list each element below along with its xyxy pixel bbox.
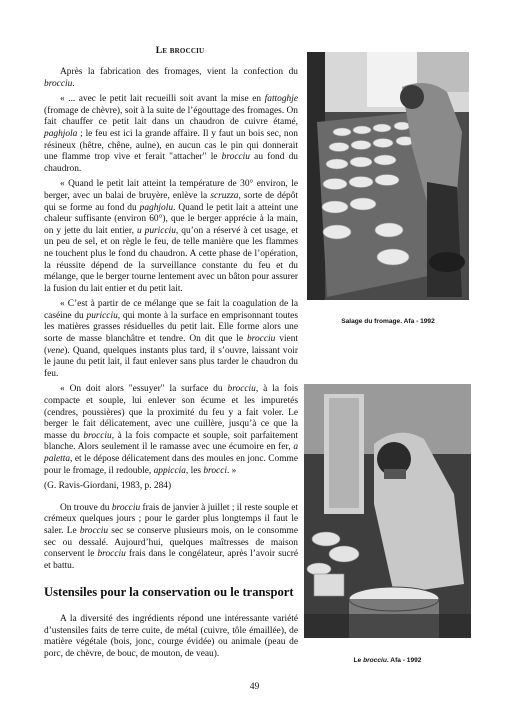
- caption-photo-2: Le brocciu. Afa - 1992: [353, 657, 422, 664]
- page-title: Le brocciu: [155, 45, 205, 56]
- section-heading: Ustensiles pour la conservation ou le transport: [44, 585, 294, 599]
- page-number: 49: [249, 681, 260, 692]
- storage-paragraph: On trouve du brocciu frais de janvier à juillet ; il reste souple et crémeux quelques jours ; pour le garder plus longtemps il faut le saler. Le brocciu sec se conserve plusieurs mois, on le consomme sec ou dessalé. Aujourd’hui, quelques maîtresses de maison conservent le brocciu frais dans le congélateur, après l’avoir sucré et battu.: [44, 502, 298, 571]
- photo-cheese-salting: [307, 52, 469, 300]
- section-paragraph: A la diversité des ingrédients répond une intéressante variété d’ustensiles faits de terre cuite, de métal (cuivre, tôle émaillée), de matière végétale (bois, jonc, courge évidée) ou animale (peau de porc, de chèvre, de bouc, de mouton, de veau).: [44, 614, 298, 659]
- caption-photo-1: Salage du fromage. Afa - 1992: [341, 318, 435, 325]
- intro-paragraph: Après la fabrication des fromages, vient la confection du brocciu.: [44, 67, 298, 89]
- photo-brocciu: [304, 384, 471, 638]
- quote-paragraph-2: « Quand le petit lait atteint la température de 30° environ, le berger, avec un balai de bruyère, enlève la scruzza, sorte de dépôt qui se forme au fond du paghjolu. Quand le petit lait a atteint une chaleur suffisante (environ 60°), que le berger apprécie à la main, on y jette du lait entier, u puricciu, qu’on a réservé à cet usage, et un peu de sel, et on règle le feu, de telle manière que les flammes ne touchent plus le fond du chaudron. A cette phase de l’opération, la réussite dépend de la surveillance constante du feu et du mélange, que le berger tourne lentement avec un bâton pour assurer la fusion du lait entier et du petit lait.: [44, 179, 298, 294]
- quote-paragraph-1: « ... avec le petit lait recueilli soit avant la mise en fattoghje (fromage de chèvre), soit à la suite de l’égouttage des fromages. On fait chauffer ce petit lait dans un chaudron de cuivre étamé, paghjola ; le feu est ici la grande affaire. Il y faut un bois sec, non résineux (hêtre, chêne, aulne), en aucun cas le pin qui donnerait une flamme trop vive et ferait "attacher" le brocciu au fond du chaudron.: [44, 94, 298, 174]
- section-text: [44, 614, 298, 660]
- citation: (G. Ravis-Giordani, 1983, p. 284): [44, 481, 172, 492]
- main-text-column: [44, 67, 298, 576]
- quote-paragraph-3: « C’est à partir de ce mélange que se fait la coagulation de la caséine du puricciu, qui monte à la surface en emprisonnant toutes les matières grasses résiduelles du petit lait. Elle forme alors une sorte de masse blanchâtre et tendre. On dit que le brocciu vient (vene). Quand, quelques instants plus tard, il s’ouvre, laissant voir le jaune du petit lait, il faut enlever sans plus tarder le chaudron du feu.: [44, 299, 299, 379]
- quote-paragraph-4: « On doit alors "essuyer" la surface du brocciu, à la fois compacte et souple, lui enlever son écume et les impuretés (cendres, poussières) que la proximité du feu y a fait voler. Le berger le fait délicatement, avec une cuillère, jusqu’à ce que la masse du brocciu, à la fois compacte et souple, soit parfaitement blanche. Alors seulement il le ramasse avec une écumoire en fer, a paletta, et le dépose délicatement dans des moules en jonc. Comme pour le fromage, il redouble, appiccia, les brocci. »: [44, 384, 298, 476]
